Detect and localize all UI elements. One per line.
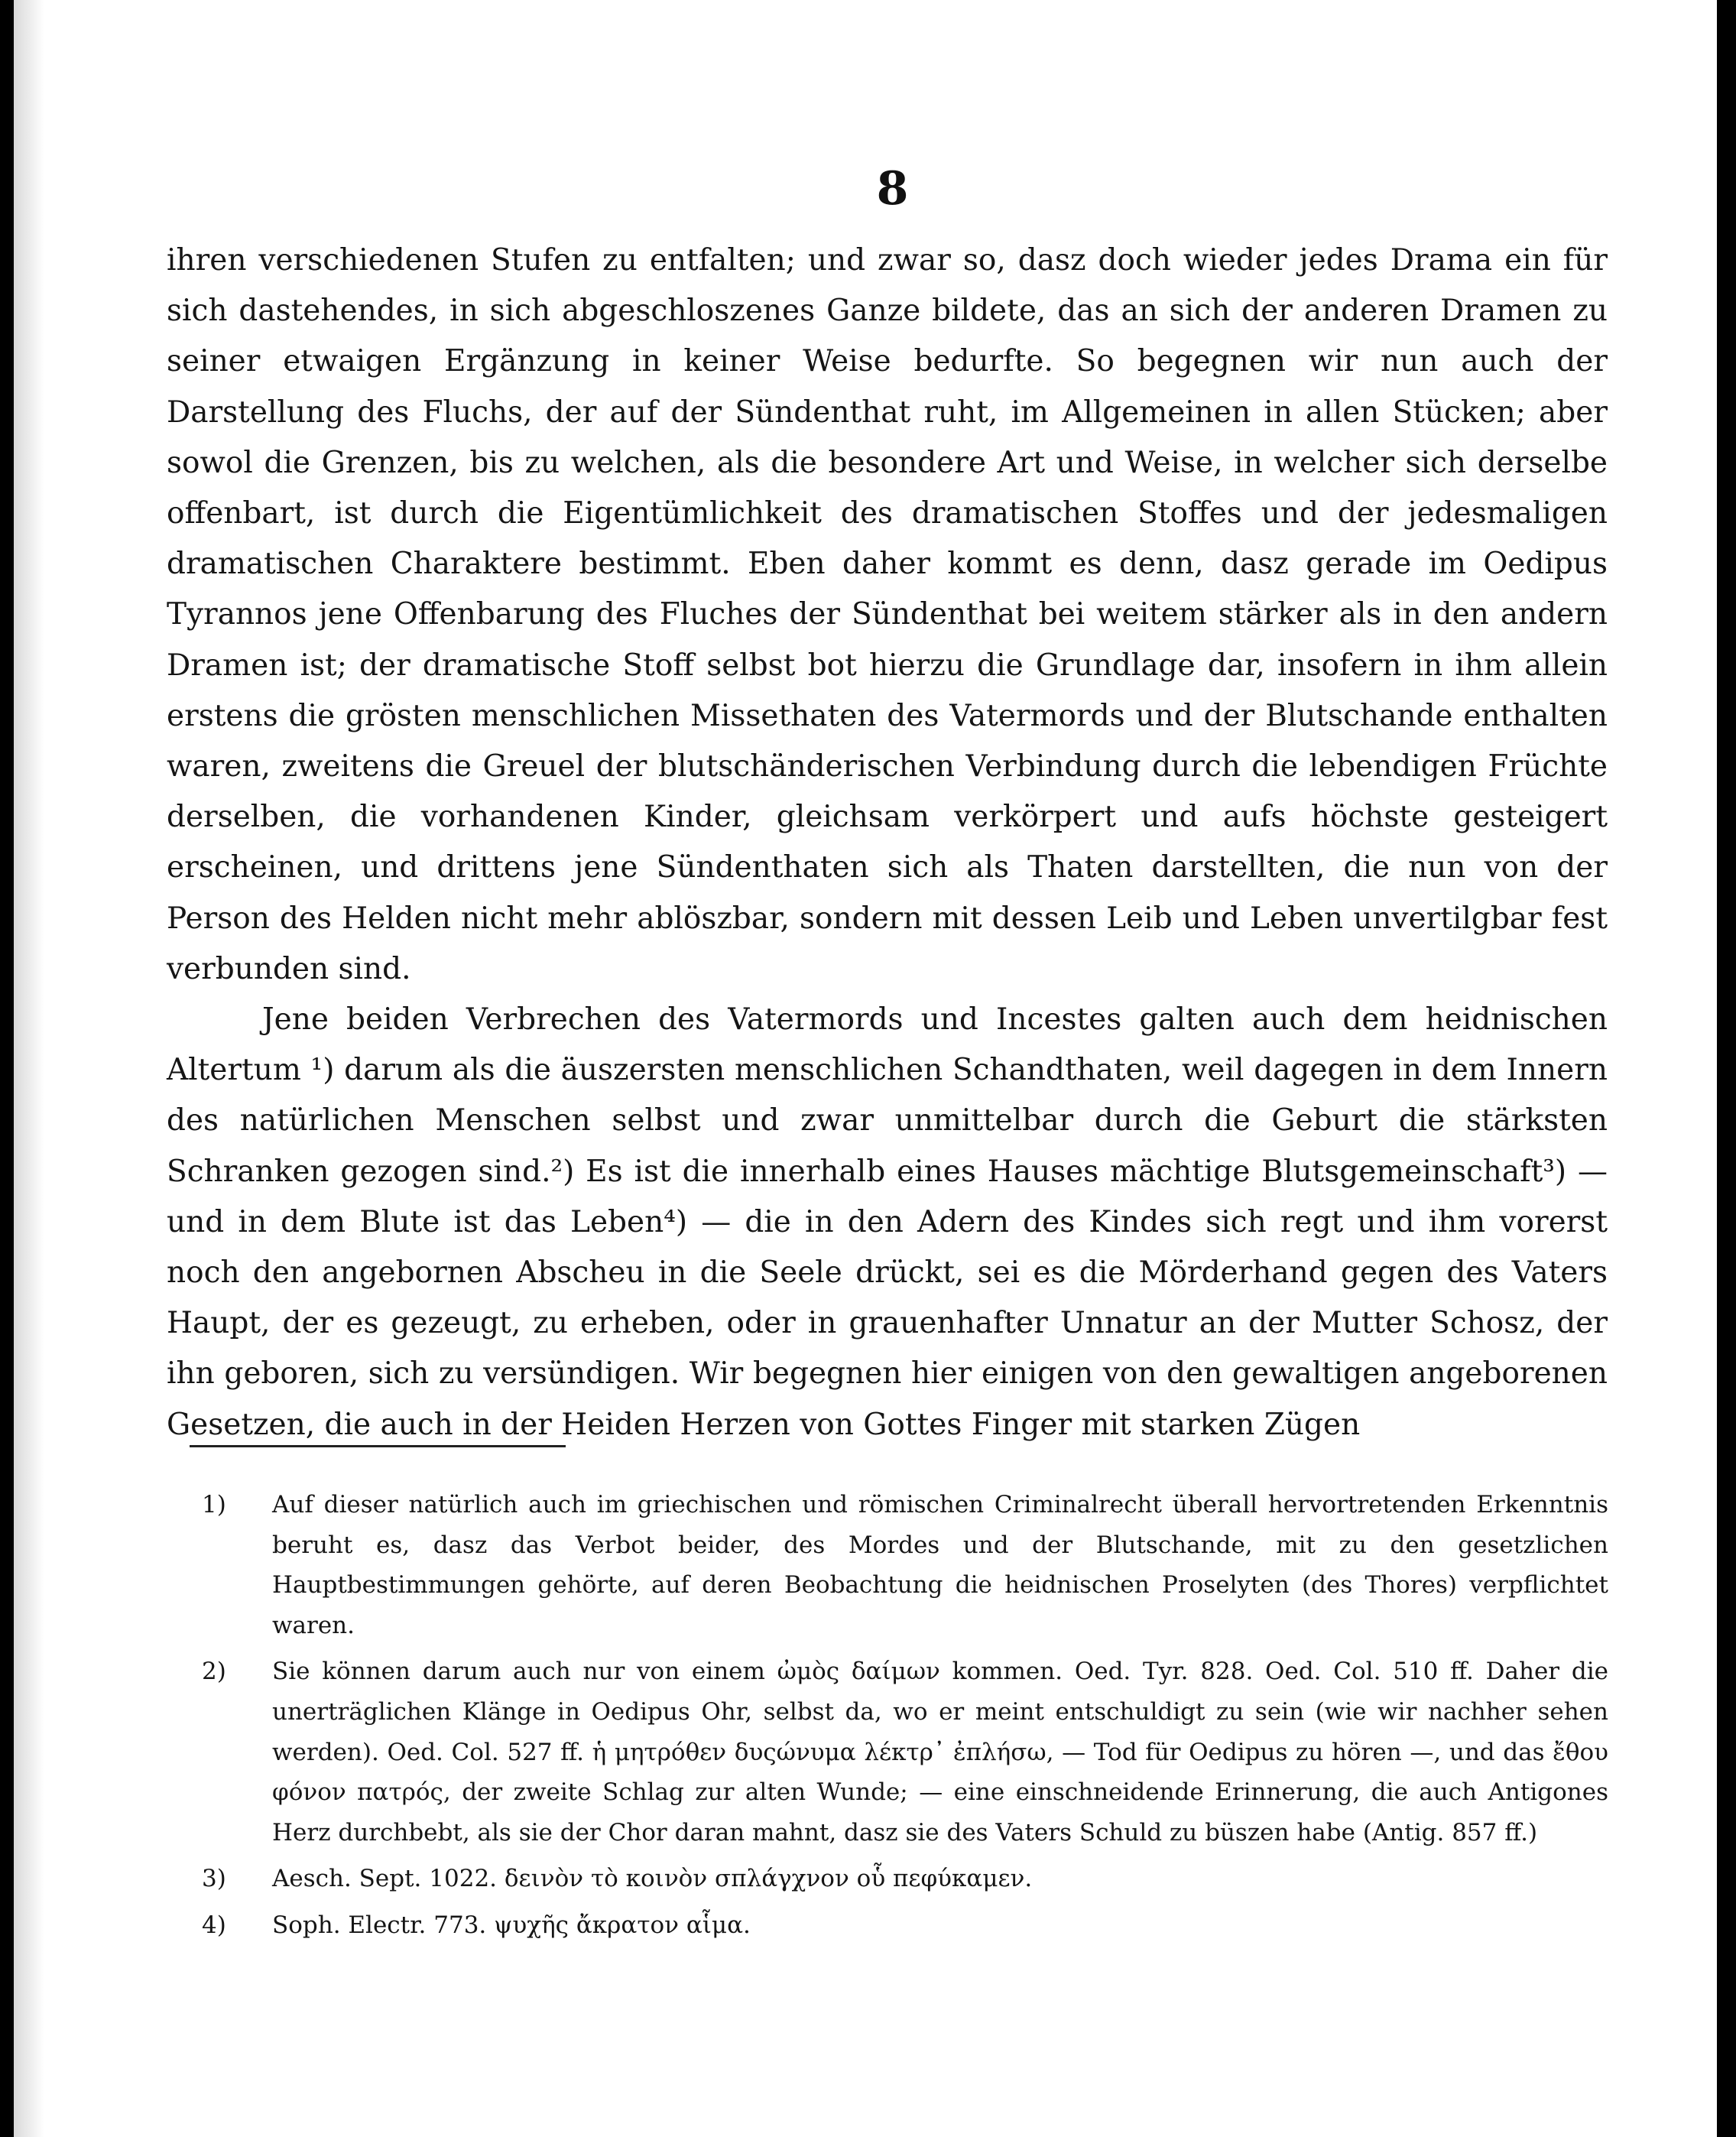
- footnote-text: Soph. Electr. 773. ψυχῆς ἄκρατον αἷμα.: [272, 1911, 751, 1939]
- footnote-text: Aesch. Sept. 1022. δεινὸν τὸ κοινὸν σπλάγχνον οὗ πεφύκαμεν.: [272, 1865, 1033, 1893]
- footnote-number: 2): [202, 1658, 226, 1686]
- paragraph-1: ihren verschiedenen Stufen zu entfalten; und zwar so, dasz doch wieder jedes Drama ein für sich dastehendes, in sich abgeschloszenes Ganze bildete, das an sich der anderen Dramen zu seiner etwaigen Ergänzung in keiner Weise bedurfte. So begegnen wir nun auch der Darstellung des Fluchs, der auf der Sündenthat ruht, im Allgemeinen in allen Stücken; aber sowol die Grenzen, bis zu welchen, als die besondere Art und Weise, in welcher sich derselbe offenbart, ist durch die Eigentümlichkeit des dramatischen Stoffes und der jedesmaligen dramatischen Charaktere bestimmt. Eben daher kommt es denn, dasz gerade im Oedipus Tyrannos jene Offenbarung des Fluches der Sündenthat bei weitem stärker als in den andern Dramen ist; der dramatische Stoff selbst bot hierzu die Grundlage dar, insofern in ihm allein erstens die grösten menschlichen Missethaten des Vatermords und der Blutschande enthalten waren, zweitens die Greuel der blutschänderischen Verbindung durch die lebendigen Früchte derselben, die vorhandenen Kinder, gleichsam verkörpert und aufs höchste gesteigert erscheinen, und drittens jene Sündenthaten sich als Thaten darstellten, die nun von der Person des Helden nicht mehr ablöszbar, sondern mit dessen Leib und Leben unvertilgbar fest verbunden sind.: [167, 243, 1608, 986]
- footnote-number: 1): [202, 1491, 226, 1518]
- footnote-separator: [190, 1445, 566, 1447]
- main-text: [167, 235, 1608, 1450]
- footnote-2: [202, 1651, 1608, 1853]
- footnote-number: 3): [202, 1865, 226, 1893]
- page-edge-shadow: [14, 0, 44, 2137]
- page-number: 8: [876, 162, 909, 216]
- footnote-text: Sie können darum auch nur von einem ὠμὸς δαίμων kommen. Oed. Tyr. 828. Oed. Col. 510 ff. Daher die unerträglichen Klänge in Oedipus Ohr, selbst da, wo er meint entschuldigt zu sein (wie wir nachher sehen werden). Oed. Col. 527 ff. ἡ μητρόθεν δυςώνυμα λέκτρ᾽ ἐπλήσω, — Tod für Oedipus zu hören —, und das ἔθου φόνον πατρός, der zweite Schlag zur alten Wunde; — eine einschneidende Erinnerung, die auch Antigones Herz durchbebt, als sie der Chor daran mahnt, dasz sie des Vaters Schuld zu büszen habe (Antig. 857 ff.): [272, 1658, 1608, 1846]
- footnote-4: [202, 1905, 1608, 1946]
- footnotes: [202, 1485, 1608, 1952]
- paragraph-2: Jene beiden Verbrechen des Vatermords und Incestes galten auch dem heidnischen Altertum ¹) darum als die äuszersten menschlichen Schandthaten, weil dagegen in dem Innern des natürlichen Menschen selbst und zwar unmittelbar durch die Geburt die stärksten Schranken gezogen sind.²) Es ist die innerhalb eines Hauses mächtige Blutsgemeinschaft³) — und in dem Blute ist das Leben⁴) — die in den Adern des Kindes sich regt und ihm vorerst noch den angebornen Abscheu in die Seele drückt, sei es die Mörderhand gegen des Vaters Haupt, der es gezeugt, zu erheben, oder in grauenhafter Unnatur an der Mutter Schosz, der ihn geboren, sich zu versündigen. Wir begegnen hier einigen von den gewaltigen angeborenen Gesetzen, die auch in der Heiden Herzen von Gottes Finger mit starken Zügen: [167, 1002, 1608, 1442]
- footnote-text: Auf dieser natürlich auch im griechischen und römischen Criminalrecht überall hervortretenden Erkenntnis beruht es, dasz das Verbot beider, des Mordes und der Blutschande, mit zu den gesetzlichen Hauptbestimmungen gehörte, auf deren Beobachtung die heidnischen Proselyten (des Thores) verpflichtet waren.: [272, 1491, 1608, 1639]
- footnote-number: 4): [202, 1911, 226, 1939]
- footnote-3: [202, 1859, 1608, 1899]
- footnote-1: [202, 1485, 1608, 1645]
